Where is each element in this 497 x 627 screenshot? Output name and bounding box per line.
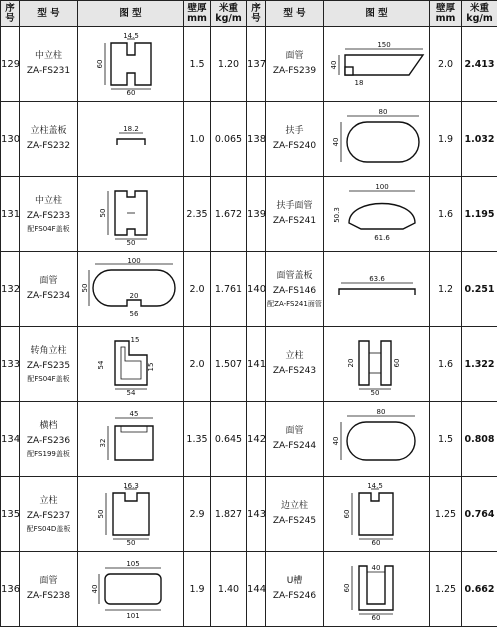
product-name: 边立柱 (266, 499, 323, 514)
model-cell (20, 402, 78, 477)
product-code: ZA-FS246 (266, 589, 323, 604)
weight-per-meter: 1.195 (462, 177, 497, 252)
profile-diagram (324, 402, 430, 477)
weight-per-meter: 1.827 (211, 477, 247, 552)
wall-thickness: 1.25 (430, 477, 462, 552)
header-seq: 序号 (1, 1, 20, 27)
svg-text:45: 45 (129, 410, 138, 418)
product-name: 中立柱 (20, 49, 77, 64)
wall-thickness: 2.9 (184, 477, 211, 552)
header-thickness: 壁厚 mm (430, 1, 462, 27)
model-cell (266, 27, 324, 102)
product-name: U槽 (266, 574, 323, 589)
profile-diagram (78, 27, 184, 102)
product-name: 面管 (20, 274, 77, 289)
seq-number: 133 (1, 327, 20, 402)
table-row (1, 177, 497, 252)
product-note: 配FS199盖板 (20, 449, 77, 459)
model-cell (20, 552, 78, 627)
wall-thickness: 2.0 (184, 327, 211, 402)
svg-text:150: 150 (377, 41, 390, 49)
svg-text:60: 60 (371, 539, 380, 545)
weight-per-meter: 0.662 (462, 552, 497, 627)
product-name: 立柱盖板 (20, 124, 77, 139)
product-code: ZA-FS238 (20, 589, 77, 604)
wall-thickness: 1.5 (184, 27, 211, 102)
product-code: ZA-FS233 (20, 209, 77, 224)
table-row (1, 402, 497, 477)
table-row (1, 252, 497, 327)
seq-number: 137 (247, 27, 266, 102)
product-code: ZA-FS236 (20, 434, 77, 449)
svg-text:50: 50 (126, 539, 135, 545)
wall-thickness: 1.0 (184, 102, 211, 177)
profile-diagram (324, 327, 430, 402)
svg-text:50: 50 (126, 239, 135, 245)
profile-diagram (78, 252, 184, 327)
wall-thickness: 2.35 (184, 177, 211, 252)
svg-text:80: 80 (378, 108, 387, 116)
profile-diagram (78, 102, 184, 177)
wall-thickness: 1.9 (184, 552, 211, 627)
svg-text:105: 105 (126, 560, 139, 568)
svg-text:40: 40 (332, 437, 340, 446)
header-diagram: 图 型 (324, 1, 430, 27)
product-name: 面管 (266, 424, 323, 439)
weight-per-meter: 1.507 (211, 327, 247, 402)
product-name: 面管 (20, 574, 77, 589)
seq-number: 134 (1, 402, 20, 477)
product-name: 立柱 (266, 349, 323, 364)
model-cell (266, 552, 324, 627)
model-cell (20, 177, 78, 252)
product-code: ZA-FS241 (266, 214, 323, 229)
svg-text:54: 54 (126, 389, 135, 395)
svg-text:14.5: 14.5 (367, 483, 383, 490)
weight-per-meter: 0.251 (462, 252, 497, 327)
product-name: 面管 (266, 49, 323, 64)
wall-thickness: 2.0 (184, 252, 211, 327)
model-cell (20, 27, 78, 102)
wall-thickness: 1.6 (430, 327, 462, 402)
product-code: ZA-FS231 (20, 64, 77, 79)
product-code: ZA-FS240 (266, 139, 323, 154)
svg-text:101: 101 (126, 612, 139, 620)
weight-per-meter: 0.645 (211, 402, 247, 477)
svg-text:40: 40 (330, 61, 338, 70)
svg-text:100: 100 (127, 258, 140, 265)
svg-text:63.6: 63.6 (369, 275, 385, 283)
profile-diagram (324, 27, 430, 102)
product-name: 转角立柱 (20, 344, 77, 359)
header-model: 型 号 (266, 1, 324, 27)
seq-number: 138 (247, 102, 266, 177)
seq-number: 136 (1, 552, 20, 627)
header-diagram: 图 型 (78, 1, 184, 27)
wall-thickness: 2.0 (430, 27, 462, 102)
header-seq: 序号 (247, 1, 266, 27)
svg-text:16.3: 16.3 (123, 483, 139, 490)
svg-text:50.3: 50.3 (333, 207, 341, 223)
product-name: 扶手 (266, 124, 323, 139)
svg-text:40: 40 (371, 564, 380, 572)
svg-text:56: 56 (129, 310, 138, 318)
product-code: ZA-FS146 (266, 284, 323, 299)
svg-text:50: 50 (370, 389, 379, 395)
product-name: 面管盖板 (266, 269, 323, 284)
weight-per-meter: 1.40 (211, 552, 247, 627)
header-row (1, 1, 497, 27)
svg-text:60: 60 (343, 584, 351, 593)
table-body (1, 27, 497, 627)
svg-text:60: 60 (371, 614, 380, 620)
wall-thickness: 1.6 (430, 177, 462, 252)
product-name: 立柱 (20, 494, 77, 509)
svg-text:80: 80 (376, 408, 385, 416)
product-name: 横档 (20, 419, 77, 434)
product-code: ZA-FS232 (20, 139, 77, 154)
table-row (1, 102, 497, 177)
seq-number: 143 (247, 477, 266, 552)
header-thickness: 壁厚 mm (184, 1, 211, 27)
model-cell (266, 327, 324, 402)
wall-thickness: 1.5 (430, 402, 462, 477)
profile-diagram (78, 477, 184, 552)
seq-number: 142 (247, 402, 266, 477)
model-cell (266, 252, 324, 327)
svg-text:20: 20 (347, 359, 355, 368)
svg-text:50: 50 (99, 209, 107, 218)
svg-text:18: 18 (354, 79, 363, 87)
weight-per-meter: 0.764 (462, 477, 497, 552)
wall-thickness: 1.9 (430, 102, 462, 177)
product-note: 配FS04F盖板 (20, 224, 77, 234)
table-row (1, 477, 497, 552)
svg-text:15: 15 (147, 363, 155, 372)
svg-text:60: 60 (343, 510, 351, 519)
svg-text:20: 20 (129, 292, 138, 300)
product-code: ZA-FS239 (266, 64, 323, 79)
product-note: 配FS04D盖板 (20, 524, 77, 534)
profile-diagram (324, 102, 430, 177)
header-model: 型 号 (20, 1, 78, 27)
product-name: 中立柱 (20, 194, 77, 209)
model-cell (266, 102, 324, 177)
weight-per-meter: 2.413 (462, 27, 497, 102)
seq-number: 139 (247, 177, 266, 252)
seq-number: 131 (1, 177, 20, 252)
table-row (1, 27, 497, 102)
seq-number: 130 (1, 102, 20, 177)
model-cell (266, 177, 324, 252)
seq-number: 141 (247, 327, 266, 402)
profile-diagram (324, 252, 430, 327)
weight-per-meter: 1.322 (462, 327, 497, 402)
seq-number: 140 (247, 252, 266, 327)
svg-text:50: 50 (97, 510, 105, 519)
wall-thickness: 1.35 (184, 402, 211, 477)
weight-per-meter: 1.20 (211, 27, 247, 102)
product-code: ZA-FS245 (266, 514, 323, 529)
profile-diagram (78, 402, 184, 477)
product-code: ZA-FS237 (20, 509, 77, 524)
weight-per-meter: 1.672 (211, 177, 247, 252)
svg-text:40: 40 (332, 138, 340, 147)
svg-text:60: 60 (393, 359, 401, 368)
table-row (1, 327, 497, 402)
profile-diagram (78, 327, 184, 402)
svg-text:61.6: 61.6 (374, 234, 390, 242)
product-note: 配FS04F盖板 (20, 374, 77, 384)
seq-number: 135 (1, 477, 20, 552)
svg-text:54: 54 (97, 360, 105, 369)
weight-per-meter: 0.065 (211, 102, 247, 177)
product-code: ZA-FS244 (266, 439, 323, 454)
svg-text:50: 50 (81, 284, 89, 293)
weight-per-meter: 0.808 (462, 402, 497, 477)
svg-text:100: 100 (375, 183, 388, 191)
product-code: ZA-FS243 (266, 364, 323, 379)
svg-text:14.5: 14.5 (123, 33, 139, 40)
profile-diagram (78, 177, 184, 252)
model-cell (266, 477, 324, 552)
svg-text:32: 32 (99, 439, 107, 448)
table-row (1, 552, 497, 627)
model-cell (266, 402, 324, 477)
product-name: 扶手面管 (266, 199, 323, 214)
svg-text:18.2: 18.2 (123, 125, 139, 133)
profile-diagram (78, 552, 184, 627)
svg-text:15: 15 (130, 336, 139, 344)
profile-diagram (324, 177, 430, 252)
weight-per-meter: 1.032 (462, 102, 497, 177)
product-code: ZA-FS235 (20, 359, 77, 374)
wall-thickness: 1.25 (430, 552, 462, 627)
seq-number: 129 (1, 27, 20, 102)
seq-number: 144 (247, 552, 266, 627)
header-weight: 米重 kg/m (211, 1, 247, 27)
product-code: ZA-FS234 (20, 289, 77, 304)
profile-diagram (324, 477, 430, 552)
model-cell (20, 327, 78, 402)
product-note: 配ZA-FS241面管 (266, 299, 323, 309)
svg-text:40: 40 (91, 585, 99, 594)
model-cell (20, 102, 78, 177)
weight-per-meter: 1.761 (211, 252, 247, 327)
svg-text:60: 60 (126, 89, 135, 95)
model-cell (20, 477, 78, 552)
profile-diagram (324, 552, 430, 627)
header-weight: 米重 kg/m (462, 1, 497, 27)
svg-text:60: 60 (96, 60, 104, 69)
model-cell (20, 252, 78, 327)
wall-thickness: 1.2 (430, 252, 462, 327)
seq-number: 132 (1, 252, 20, 327)
